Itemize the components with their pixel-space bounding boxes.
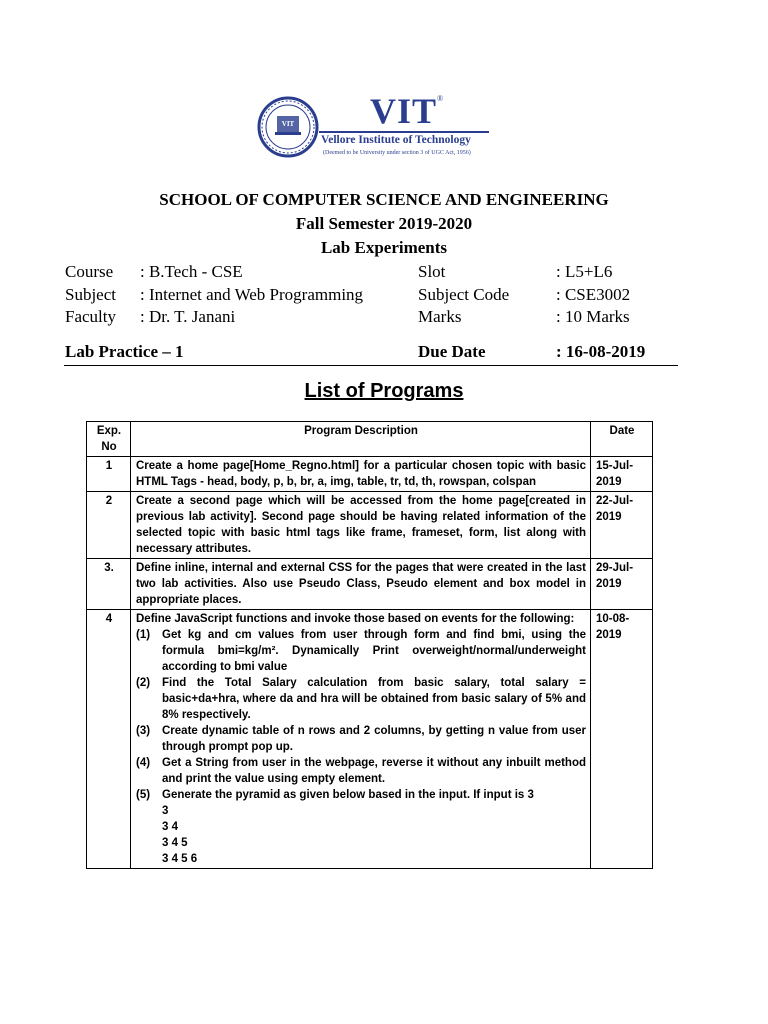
sub-task-item (136, 723, 586, 755)
sub-task-number: (3) (136, 725, 151, 737)
sub-task-text: Create dynamic table of n rows and 2 columns, by getting n value from user through prompt pop up. (162, 725, 586, 753)
table-header-row (87, 422, 653, 457)
subject-code-value: : CSE3002 (556, 285, 631, 304)
header-divider (64, 365, 678, 366)
table-row (87, 559, 653, 610)
program-description: Create a home page[Home_Regno.html] for a particular chosen topic with basic HTML Tags - head, body, p, b, br, a, img, table, tr, td, th, rowspan, colspan (131, 457, 591, 492)
sub-task-item (136, 787, 586, 803)
program-date: 10-08-2019 (591, 610, 653, 869)
course-label: Course (65, 262, 114, 281)
exp-no: 2 (87, 492, 131, 559)
program-date: 22-Jul-2019 (591, 492, 653, 559)
header-date: Date (591, 422, 653, 457)
sub-task-text: Generate the pyramid as given below based in the input. If input is 3 (162, 789, 534, 801)
pyramid-example (136, 803, 586, 867)
sub-task-number: (1) (136, 629, 151, 641)
subject-code-label: Subject Code (418, 285, 510, 304)
pyramid-line: 3 (162, 805, 169, 817)
list-title: List of Programs (304, 380, 464, 402)
document-title: Lab Experiments (320, 238, 448, 257)
sub-task-text: Find the Total Salary calculation from basic salary, total salary = basic+da+hra, where da and hra will be obtained from basic salary of 5% and 8% respectively. (162, 677, 586, 721)
exp-no: 4 (87, 610, 131, 869)
table-row (87, 457, 653, 492)
table-row (87, 610, 653, 869)
program-description: Define inline, internal and external CSS for the pages that were created in the last two lab activities. Also use Pseudo Class, Pseudo element and box model in appropriate places. (131, 559, 591, 610)
semester: Fall Semester 2019-2020 (295, 214, 473, 233)
marks-label: Marks (418, 307, 462, 326)
sub-task-item (136, 755, 586, 787)
sub-task-text: Get a String from user in the webpage, reverse it without any inbuilt method and print the value using empty element. (162, 757, 586, 785)
faculty-label: Faculty (65, 307, 116, 326)
marks-value: : 10 Marks (556, 307, 630, 326)
vit-seal-icon (257, 94, 319, 160)
course-value: : B.Tech - CSE (140, 262, 243, 281)
slot-value: : L5+L6 (556, 262, 613, 281)
sub-task-text: Get kg and cm values from user through form and find bmi, using the formula bmi=kg/m². Dynamically Print overweight/normal/underweight according to bmi value (162, 629, 586, 673)
program-date: 29-Jul-2019 (591, 559, 653, 610)
program-description: Create a second page which will be accessed from the home page[created in previous lab activity]. Second page should be having related information of the selected topic with basic html tags like frame, frameset, form, list along with necessary attributes. (131, 492, 591, 559)
header-exp-no: Exp. No (87, 422, 131, 457)
sub-task-number: (5) (136, 789, 151, 801)
logo-divider (319, 131, 489, 133)
exp-no: 1 (87, 457, 131, 492)
programs-table (86, 421, 653, 869)
program-date: 15-Jul-2019 (591, 457, 653, 492)
pyramid-line: 3 4 5 6 (162, 853, 198, 865)
header-description: Program Description (131, 422, 591, 457)
lab-practice-label: Lab Practice – 1 (65, 342, 184, 361)
sub-task-number: (2) (136, 677, 151, 689)
subject-value: : Internet and Web Programming (140, 285, 364, 304)
vit-wordmark: VIT (370, 91, 438, 131)
program-description (131, 610, 591, 869)
registered-mark: ® (437, 94, 444, 103)
sub-task-list (136, 627, 586, 803)
school-name: SCHOOL OF COMPUTER SCIENCE AND ENGINEERING (159, 190, 609, 209)
subject-label: Subject (65, 285, 116, 304)
institute-name: Vellore Institute of Technology (321, 134, 471, 146)
vit-logo (257, 92, 489, 166)
due-date-label: Due Date (418, 342, 486, 361)
pyramid-line: 3 4 5 (162, 837, 188, 849)
pyramid-line: 3 4 (162, 821, 178, 833)
program-intro: Define JavaScript functions and invoke those based on events for the following: (136, 613, 575, 625)
due-date-value: : 16-08-2019 (556, 342, 646, 361)
table-row (87, 492, 653, 559)
sub-task-number: (4) (136, 757, 151, 769)
sub-task-item (136, 627, 586, 675)
slot-label: Slot (418, 262, 446, 281)
seal-text: VIT (281, 120, 295, 128)
deemed-university-note: (Deemed to be University under section 3 of UGC Act, 1956) (323, 150, 471, 156)
exp-no: 3. (87, 559, 131, 610)
sub-task-item (136, 675, 586, 723)
faculty-value: : Dr. T. Janani (140, 307, 236, 326)
